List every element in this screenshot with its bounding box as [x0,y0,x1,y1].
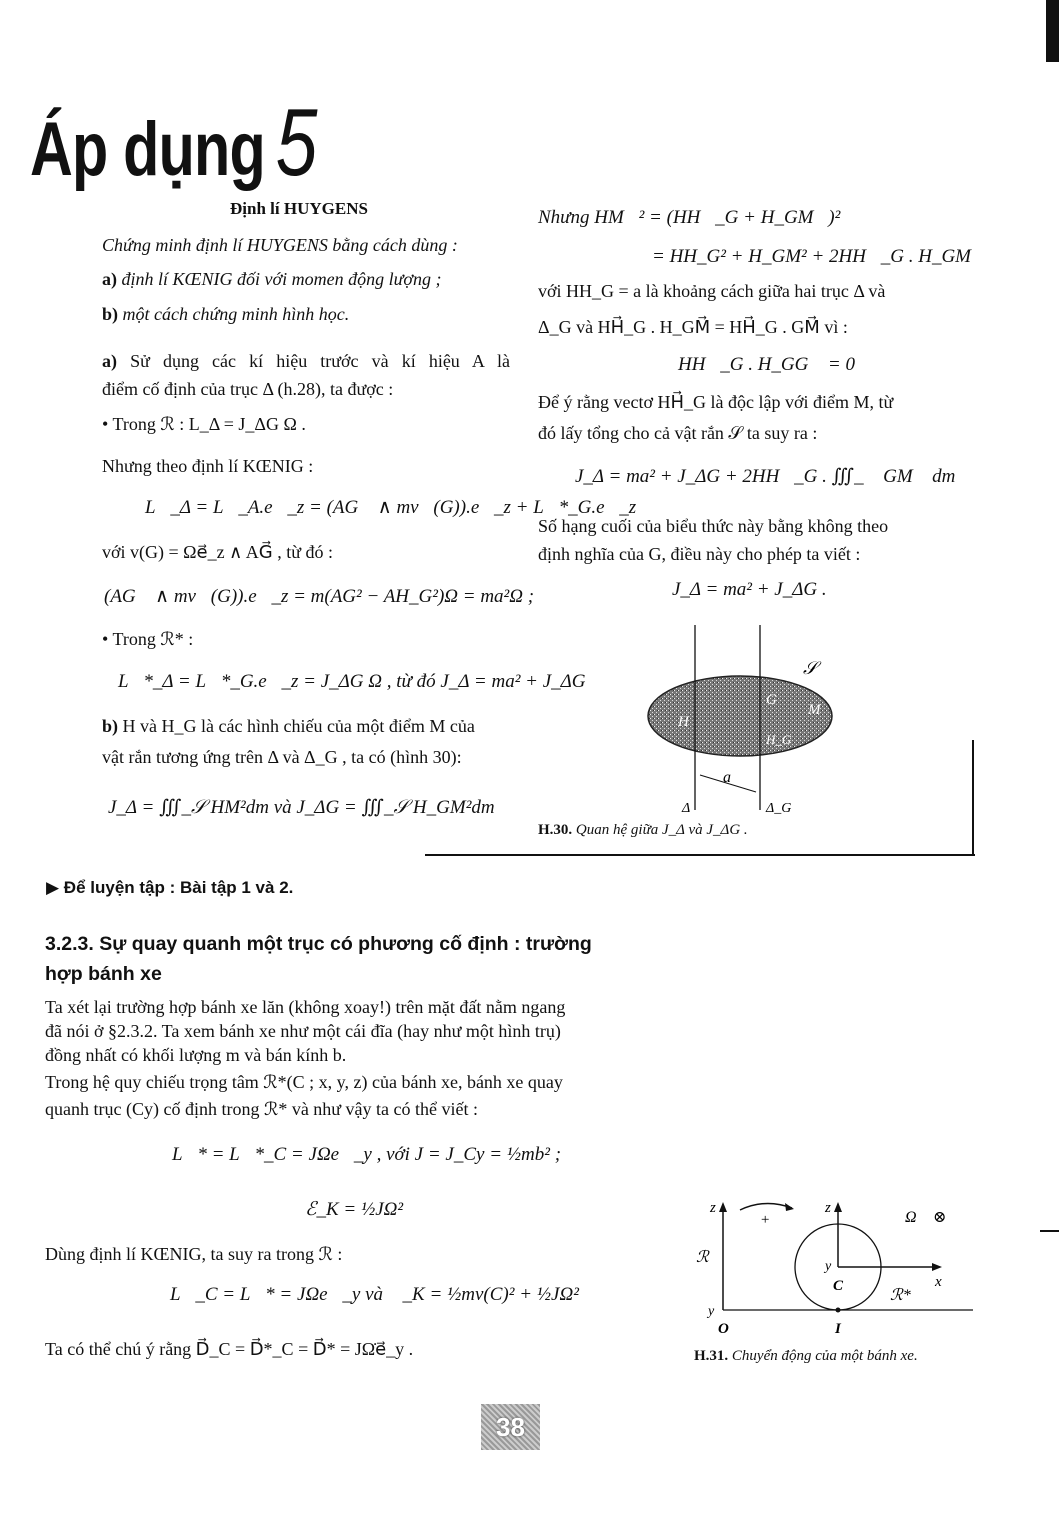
label-m: M [808,702,821,718]
label-y-o: y [708,1304,715,1319]
label: b) [102,716,119,736]
right-line-9: Số hạng cuối của biểu thức này bằng không theo [538,516,889,536]
section-eq-3: L⃗_C = L⃗* = JΩe⃗_y và ℰ_K = ½mv(C)² + ½JΩ² [170,1284,579,1305]
caption-text: Quan hệ giữa J_Δ và J_ΔG . [575,822,748,838]
section-para-line5: quanh trục (Cy) cố định trong ℛ* và như vậy ta có thể viết : [45,1099,479,1119]
label-y-c: y [825,1259,832,1274]
para-a-line2: điểm cố định của trục Δ (h.28), ta được : [102,379,394,399]
label-i: I [835,1321,841,1337]
para-b-line2: vật rắn tương ứng trên Δ và Δ_G , ta có (hình 30): [102,747,462,767]
task-b [102,305,349,325]
right-eq-2: = HH_G² + H_GM² + 2HH⃗_G . H_GM⃗ [652,246,986,267]
label-h: H [678,714,689,730]
margin-mark [1040,1230,1059,1232]
section-heading-line1: 3.2.3. Sự quay quanh một trục có phương cố định : trường [45,933,592,955]
right-line-4: Δ_G và HH⃗_G . H_GM⃗ = HH⃗_G . GM⃗ vì : [538,317,848,337]
right-eq-8: J_Δ = ma² + J_ΔG + 2HH⃗_G . ∭_𝒮 GM⃗ dm [575,466,956,487]
caption-text: Chuyển động của một bánh xe. [731,1348,918,1364]
label-hg: H_G [766,732,792,747]
section-para-line3: đồng nhất có khối lượng m và bán kính b. [45,1045,347,1065]
right-line-3: với HH_G = a là khoảng cách giữa hai trục Δ và [538,281,886,301]
text: H và H_G là các hình chiếu của một điểm M của [122,716,475,736]
label-plus: + [760,1212,771,1228]
caption-number: H.30. [538,822,573,838]
para-a-line1 [102,352,510,372]
right-line-7: đó lấy tổng cho cả vật rắn 𝒮 ta suy ra : [538,423,818,443]
frame-bottom-rule [425,854,975,856]
label: a) [102,269,117,289]
text: một cách chứng minh hình học. [122,304,350,324]
caption-number: H.31. [694,1348,729,1364]
right-line-6: Để ý rằng vectơ HH⃗_G là độc lập với điểm M, từ [538,392,894,412]
label-frame-r-star: ℛ* [890,1287,911,1304]
rotation-arrow [740,1203,792,1210]
koenig-line: Nhưng theo định lí KŒNIG : [102,456,314,476]
text: Sử dụng các kí hiệu trước và kí hiệu A là [130,351,510,371]
label-z-c: z [825,1200,831,1216]
solid-body [648,676,832,756]
figure-h31 [680,1190,980,1340]
label-x: x [935,1274,942,1290]
right-eq-1: Nhưng HM⃗² = (HH⃗_G + H_GM⃗)² [538,207,841,228]
frame-right-rule [972,740,974,855]
section-eq-1: L⃗* = L⃗*_C = JΩe⃗_y , với J = J_Cy = ½mb² ; [172,1144,562,1165]
section-para-line1: Ta xét lại trường hợp bánh xe lăn (không xoay!) trên mặt đất nằm ngang [45,997,566,1017]
label-omega: Ω⃗ ⊗ [905,1209,947,1226]
right-line-10: định nghĩa của G, điều này cho phép ta viết : [538,544,861,564]
right-eq-5: HH⃗_G . H_GG⃗ = 0⃗ [678,354,870,375]
equation-3: (AG⃗ ∧ mv⃗(G)).e⃗_z = m(AG² − AH_G²)Ω = ma²Ω ; [104,586,535,607]
page-number: 38 [481,1404,540,1450]
bullet-frame-r: • Trong ℛ : L_Δ = J_ΔG Ω . [102,414,306,434]
equation-1: L⃗_Δ = L⃗_A.e⃗_z = (AG⃗ ∧ mv⃗(G)).e⃗_z + L⃗*_G.e⃗_z [145,497,637,518]
equation-2: với v(G) = Ωe⃗_z ∧ AG⃗ , từ đó : [102,542,333,562]
task-a [102,270,442,290]
label-a: a [723,769,731,786]
section-para-line7: Ta có thể chú ý rằng D⃗_C = D⃗*_C = D⃗* = JΩ̇e⃗_y . [45,1339,414,1359]
label-o: O [718,1321,729,1337]
label-c: C [833,1278,844,1294]
title-number: 5 [275,89,317,196]
title-text: Áp dụng [30,107,265,192]
figure-h31-caption [694,1348,918,1365]
label-delta: Δ [682,801,691,816]
contact-point [836,1308,841,1313]
corner-mark [1046,0,1059,62]
section-para-line6: Dùng định lí KŒNIG, ta suy ra trong ℛ : [45,1244,343,1264]
label-delta-g: Δ_G [766,801,792,816]
bullet-frame-r-star: • Trong ℛ* : [102,629,194,649]
page-title [30,88,317,198]
label-z: z [710,1200,716,1216]
section-para-line2: đã nói ở §2.3.2. Ta xem bánh xe như một cái đĩa (hay như một hình trụ) [45,1021,561,1041]
label-g: G [766,692,777,708]
label: a) [102,351,117,371]
prompt: Chứng minh định lí HUYGENS bằng cách dùng : [102,235,458,255]
equation-4: L⃗*_Δ = L⃗*_G.e⃗_z = J_ΔG Ω , từ đó J_Δ = ma² + J_ΔG [118,671,586,692]
section-eq-2: ℰ_K = ½JΩ² [305,1199,404,1220]
figure-h30-caption [538,822,748,839]
label-s: 𝒮 [803,658,817,678]
practice-link[interactable]: ▶ Để luyện tập : Bài tập 1 và 2. [46,878,294,897]
figure-h30 [530,610,980,820]
theorem-heading: Định lí HUYGENS [230,199,368,218]
label-frame-r: ℛ [696,1249,709,1266]
equation-5: J_Δ = ∭_𝒮 HM²dm và J_ΔG = ∭_𝒮 H_GM²dm [108,797,495,818]
para-b-line1 [102,717,475,737]
section-para-line4: Trong hệ quy chiếu trọng tâm ℛ*(C ; x, y, z) của bánh xe, bánh xe quay [45,1072,563,1092]
text: định lí KŒNIG đối với momen động lượng ; [121,269,442,289]
section-heading-line2: hợp bánh xe [45,963,162,985]
label: b) [102,304,119,324]
right-eq-11: J_Δ = ma² + J_ΔG . [672,579,827,600]
